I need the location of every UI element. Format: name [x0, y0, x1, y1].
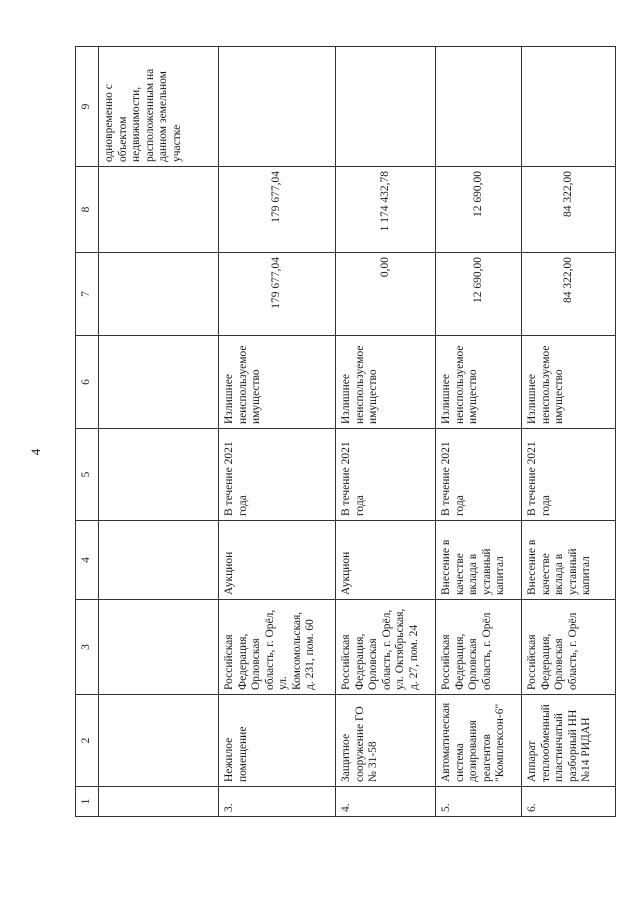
- note-col-9: [219, 47, 336, 167]
- continuation-cell-2: [99, 695, 219, 787]
- note-col-9: [436, 47, 522, 167]
- value-col-8: 84 322,00: [522, 167, 616, 253]
- privatization-method: Аукцион: [336, 521, 436, 600]
- header-row: [76, 47, 99, 817]
- privatization-method: Внесение в качестве вклада в уставный капитал: [436, 521, 522, 600]
- continuation-note: одновременно с объектом недвижимости, расположенным на данном земельном участке: [99, 47, 219, 167]
- header-col-8: 8: [76, 167, 99, 253]
- table-row: [219, 47, 336, 817]
- continuation-cell-4: [99, 521, 219, 600]
- header-col-1: 1: [76, 787, 99, 817]
- privatization-reason: Излишнее неиспользуемое имущество: [336, 336, 436, 429]
- table-row: [522, 47, 616, 817]
- table-row: [436, 47, 522, 817]
- value-col-8: 179 677,04: [219, 167, 336, 253]
- privatization-term: В течение 2021 года: [436, 429, 522, 521]
- object-address: Российская Федерация, Орловская область, г. Орёл, ул. Комсомольская, д. 231, пом. 60: [219, 600, 336, 695]
- privatization-reason: Излишнее неиспользуемое имущество: [219, 336, 336, 429]
- object-address: Российская Федерация, Орловская область, г. Орёл: [522, 600, 616, 695]
- continuation-cell-7: [99, 253, 219, 336]
- header-col-3: 3: [76, 600, 99, 695]
- row-number: 6.: [522, 787, 616, 817]
- note-col-9: [336, 47, 436, 167]
- row-number: 5.: [436, 787, 522, 817]
- row-number: 4.: [336, 787, 436, 817]
- object-address: Российская Федерация, Орловская область, г. Орёл, ул. Октябрьская, д. 27, пом. 24: [336, 600, 436, 695]
- continuation-cell-3: [99, 600, 219, 695]
- object-name: Защитное сооружение ГО № 31-58: [336, 695, 436, 787]
- privatization-reason: Излишнее неиспользуемое имущество: [436, 336, 522, 429]
- table-row: [336, 47, 436, 817]
- continuation-cell-8: [99, 167, 219, 253]
- continuation-cell-1: [99, 787, 219, 817]
- page-number: 4: [28, 448, 43, 456]
- privatization-term: В течение 2021 года: [336, 429, 436, 521]
- header-col-2: 2: [76, 695, 99, 787]
- privatization-term: В течение 2021 года: [522, 429, 616, 521]
- object-name: Аппарат теплообменный пластинчатый разборный НН №14 РИДАН: [522, 695, 616, 787]
- header-col-9: 9: [76, 47, 99, 167]
- privatization-method: Аукцион: [219, 521, 336, 600]
- value-col-7: 179 677,04: [219, 253, 336, 336]
- value-col-8: 1 174 432,78: [336, 167, 436, 253]
- continuation-row: [99, 47, 219, 817]
- continuation-cell-6: [99, 336, 219, 429]
- value-col-7: 0,00: [336, 253, 436, 336]
- privatization-method: Внесение в качестве вклада в уставный капитал: [522, 521, 616, 600]
- object-name: Автоматическая система дозирования реагентов "Комплексон-6": [436, 695, 522, 787]
- row-number: 3.: [219, 787, 336, 817]
- note-col-9: [522, 47, 616, 167]
- continuation-cell-5: [99, 429, 219, 521]
- value-col-7: 12 690,00: [436, 253, 522, 336]
- object-name: Нежилое помещение: [219, 695, 336, 787]
- header-col-6: 6: [76, 336, 99, 429]
- object-address: Российская Федерация, Орловская область, г. Орёл: [436, 600, 522, 695]
- header-col-5: 5: [76, 429, 99, 521]
- value-col-8: 12 690,00: [436, 167, 522, 253]
- header-col-7: 7: [76, 253, 99, 336]
- privatization-reason: Излишнее неиспользуемое имущество: [522, 336, 616, 429]
- privatization-term: В течение 2021 года: [219, 429, 336, 521]
- value-col-7: 84 322,00: [522, 253, 616, 336]
- property-table: [75, 46, 616, 817]
- header-col-4: 4: [76, 521, 99, 600]
